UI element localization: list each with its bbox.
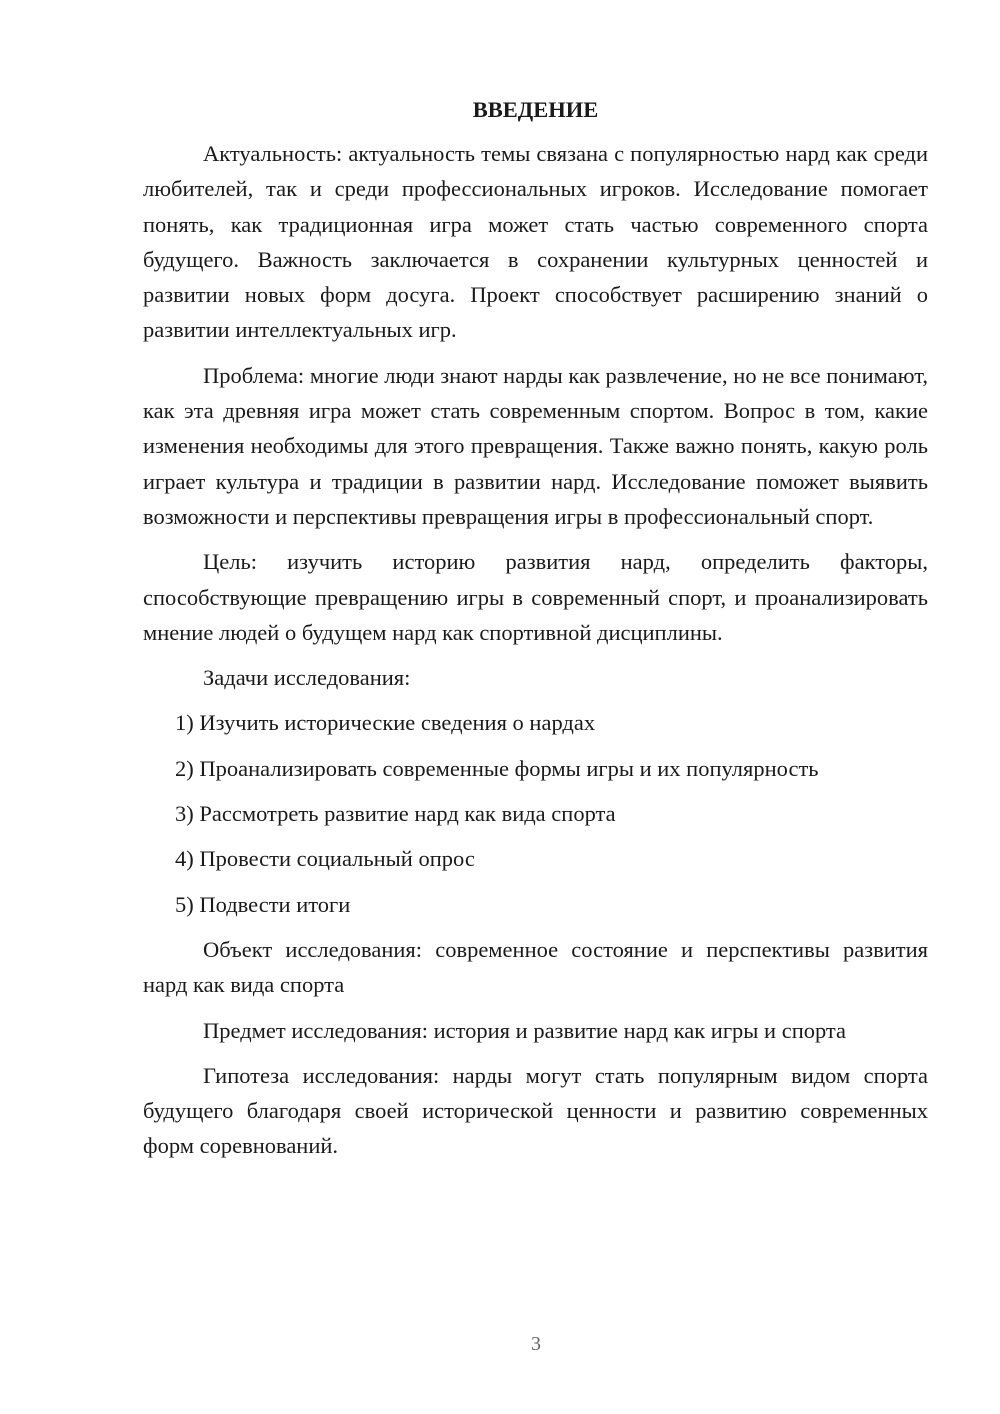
paragraph-object: Объект исследования: современное состояние и перспективы развития нард как вида спорта bbox=[143, 936, 928, 998]
page-number: 3 bbox=[531, 1333, 541, 1355]
list-item-number: 2) bbox=[175, 755, 194, 781]
tasks-list bbox=[143, 705, 928, 921]
list-item-text: Изучить исторические сведения о нардах bbox=[199, 710, 596, 736]
list-item-number: 5) bbox=[175, 891, 194, 917]
list-item bbox=[143, 887, 928, 922]
paragraph-relevance: Актуальность: актуальность темы связана с популярностью нард как среди любителей, так и среди профессиональных игроков. Исследование помогает понять, как традиционная игра может стать частью современного спорта будущего. Важность заключается в сохранении культурных ценностей и развитии новых форм досуга. Проект способствует расширению знаний о развитии интеллектуальных игр. bbox=[143, 141, 928, 343]
list-item bbox=[143, 751, 928, 786]
list-item-text: Провести социальный опрос bbox=[199, 846, 475, 872]
list-item bbox=[143, 841, 928, 876]
list-item bbox=[143, 796, 928, 831]
tasks-heading: Задачи исследования: bbox=[203, 665, 411, 691]
paragraph-goal: Цель: изучить историю развития нард, определить факторы, способствующие превращению игры в современный спорт, и проанализировать мнение людей о будущем нард как спортивной дисциплины. bbox=[143, 549, 928, 645]
list-item bbox=[143, 705, 928, 740]
list-item-number: 1) bbox=[175, 710, 194, 736]
list-item-number: 3) bbox=[175, 801, 194, 827]
paragraph-hypothesis: Гипотеза исследования: нарды могут стать популярным видом спорта будущего благодаря своей исторической ценности и развитию современных форм соревнований. bbox=[143, 1062, 928, 1159]
list-item-text: Подвести итоги bbox=[199, 891, 351, 917]
list-item-number: 4) bbox=[175, 846, 194, 872]
paragraph-problem: Проблема: многие люди знают нарды как развлечение, но не все понимают, как эта древняя игра может стать современным спортом. Вопрос в том, какие изменения необходимы для этого превращения. Также важно понять, какую роль играет культура и традиции в развитии нард. Исследование поможет выявить возможности и перспективы превращения игры в профессиональный спорт. bbox=[143, 362, 928, 529]
list-item-text: Проанализировать современные формы игры и их популярность bbox=[199, 755, 819, 781]
page-content bbox=[143, 96, 928, 1174]
page-title: ВВЕДЕНИЕ bbox=[472, 97, 599, 122]
list-item-text: Рассмотреть развитие нард как вида спорта bbox=[199, 801, 616, 827]
paragraph-subject: Предмет исследования: история и развитие нард как игры и спорта bbox=[203, 1017, 847, 1043]
